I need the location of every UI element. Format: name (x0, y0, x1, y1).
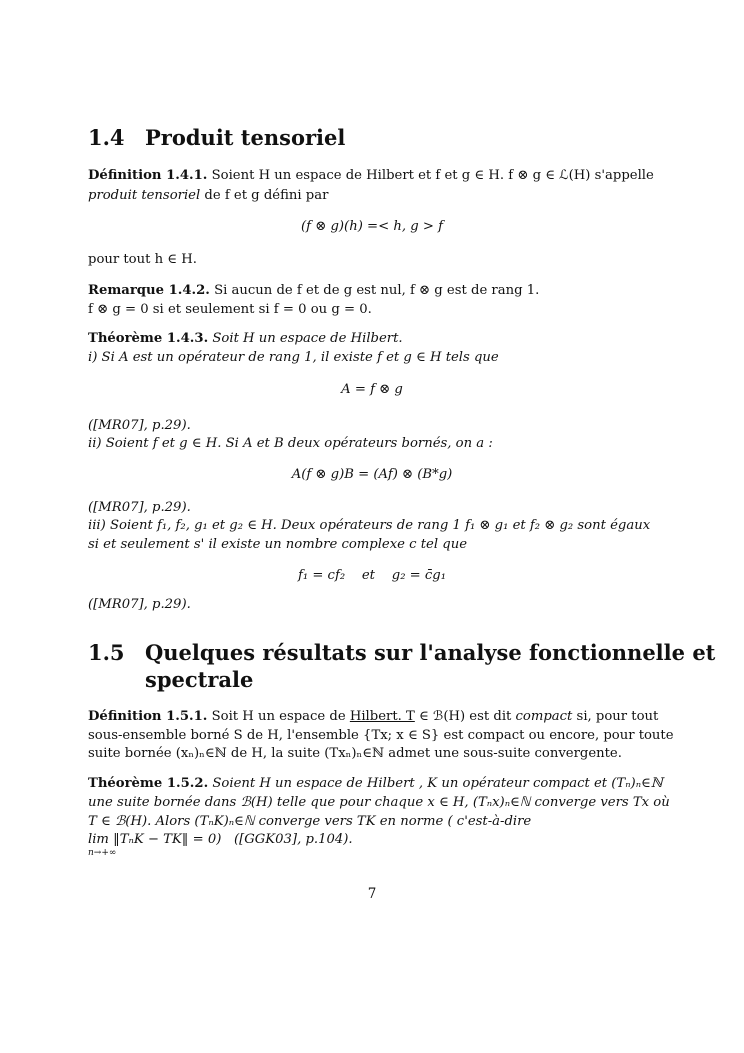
equation-i: A = f ⊗ g (341, 382, 403, 397)
definition-1-4-1-line1 (88, 168, 654, 183)
definition-1-5-1-line3: suite bornée (xₙ)ₙ∈ℕ de H, la suite (Txₙ)ₙ∈ℕ admet une sous-suite convergente. (88, 746, 622, 761)
definition-text: de f et g défini par (200, 188, 329, 203)
reference-i: ([MR07], p.29). (88, 418, 191, 433)
theorem-1-4-3-item-iii-line2: si et seulement s' il existe un nombre complexe c tel que (88, 537, 468, 552)
definition-1-5-1-line1 (88, 709, 658, 724)
equation-iii: f₁ = cf₂ et g₂ = c̄g₁ (297, 568, 447, 583)
reference-iii: ([MR07], p.29). (88, 597, 191, 612)
definition-1-4-1-line2 (88, 188, 328, 203)
theorem-statement: Soit H un espace de Hilbert. (212, 331, 403, 346)
remark-1-4-2-line2: f ⊗ g = 0 si et seulement si f = 0 ou g = 0. (88, 302, 372, 317)
definition-text: si, pour tout (572, 709, 659, 724)
equation-tensor-product: (f ⊗ g)(h) =< h, g > f (301, 219, 443, 234)
section-heading-1-4 (88, 125, 345, 150)
definition-label: Définition 1.5.1. (88, 709, 208, 724)
theorem-1-4-3-item-ii: ii) Soient f et g ∈ H. Si A et B deux opérateurs bornés, on a : (88, 436, 493, 451)
remark-label: Remarque 1.4.2. (88, 283, 210, 298)
theorem-1-5-2-line2: une suite bornée dans ℬ(H) telle que pour chaque x ∈ H, (Tₙx)ₙ∈ℕ converge vers Tx où (88, 795, 670, 810)
definition-1-5-1-line2: sous-ensemble borné S de H, l'ensemble {Tx; x ∈ S} est compact ou encore, pour toute (88, 728, 674, 743)
reference-ii: ([MR07], p.29). (88, 500, 191, 515)
emphasis-term: compact (515, 709, 573, 724)
section-number: 1.5 (88, 640, 125, 665)
emphasis-term: produit tensoriel (88, 188, 201, 203)
definition-text: Soit H un espace de (211, 709, 350, 724)
theorem-text: Soient H un espace de Hilbert , K un opérateur compact et (Tₙ)ₙ∈ℕ (212, 776, 663, 791)
page-number: 7 (367, 886, 377, 902)
theorem-label: Théorème 1.5.2. (88, 776, 209, 791)
remark-text: Si aucun de f et de g est nul, f ⊗ g est de rang 1. (214, 283, 540, 298)
section-title: Produit tensoriel (145, 125, 346, 150)
definition-text-underlined: Hilbert. T (349, 709, 415, 724)
section-title-line2: spectrale (145, 667, 254, 692)
definition-text: Soient H un espace de Hilbert et f et g ∈ H. f ⊗ g ∈ ℒ(H) s'appelle (211, 168, 654, 183)
remark-1-4-2-line1 (88, 283, 539, 298)
theorem-label: Théorème 1.4.3. (88, 331, 209, 346)
theorem-1-4-3-item-i: i) Si A est un opérateur de rang 1, il existe f et g ∈ H tels que (88, 350, 499, 365)
theorem-1-5-2-line4: lim ‖TₙK − TK‖ = 0) ([GGK03], p.104). (88, 832, 353, 847)
theorem-1-5-2-line3: T ∈ ℬ(H). Alors (TₙK)ₙ∈ℕ converge vers TK en norme ( c'est-à-dire (88, 814, 532, 829)
definition-text: ∈ ℬ(H) est dit (414, 709, 516, 724)
section-title-line1: Quelques résultats sur l'analyse fonctionnelle et (145, 640, 716, 665)
section-heading-1-5 (88, 640, 715, 665)
definition-label: Définition 1.4.1. (88, 168, 208, 183)
theorem-1-5-2-line1 (88, 776, 663, 791)
section-number: 1.4 (88, 125, 125, 150)
theorem-1-4-3-item-iii-line1: iii) Soient f₁, f₂, g₁ et g₂ ∈ H. Deux opérateurs de rang 1 f₁ ⊗ g₁ et f₂ ⊗ g₂ sont égaux (88, 518, 651, 533)
theorem-1-4-3-line1 (88, 331, 403, 346)
equation-ii: A(f ⊗ g)B = (Af) ⊗ (B*g) (291, 467, 453, 482)
definition-1-4-1-after: pour tout h ∈ H. (88, 252, 197, 267)
limit-subscript: n→+∞ (88, 848, 117, 858)
